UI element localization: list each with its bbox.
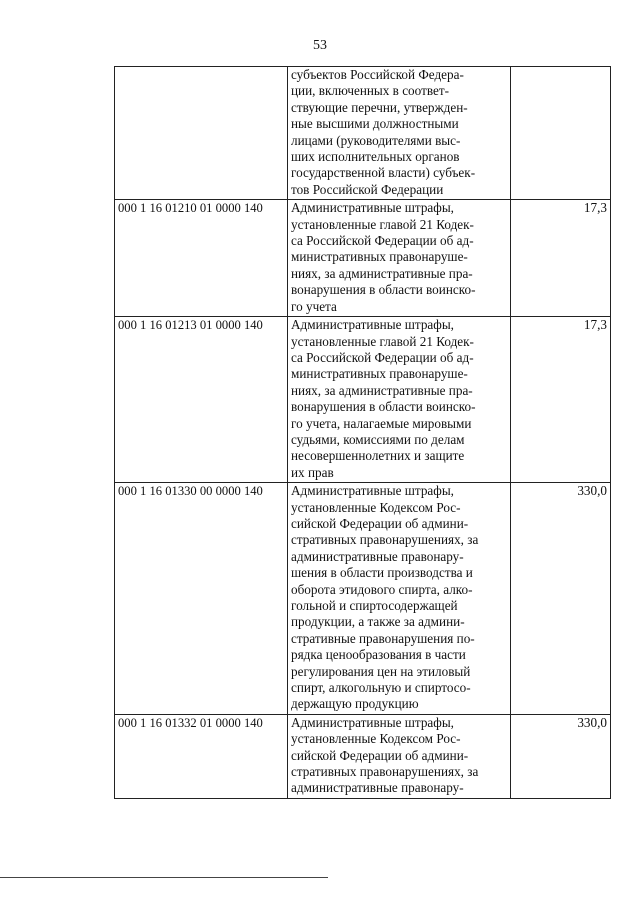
table-row (115, 67, 611, 200)
table-row (115, 714, 611, 798)
revenue-name-line: рядка ценообразования в части (291, 647, 466, 663)
revenue-name-line: продукции, а также за админи- (291, 614, 465, 630)
revenue-name-line: са Российской Федерации об ад- (291, 233, 474, 249)
table-row (115, 483, 611, 715)
revenue-name-cell (288, 200, 511, 317)
revenue-name-line: ные высшими должностными (291, 116, 459, 132)
revenue-name-line: ниях, за административные пра- (291, 265, 473, 281)
amount-cell: 17,3 (511, 317, 611, 483)
revenue-name-line: стративные правонарушения по- (291, 630, 475, 646)
revenue-name-line: го учета, налагаемые мировыми (291, 415, 472, 431)
revenue-name-line: сийской Федерации об админи- (291, 515, 469, 531)
revenue-name-line: стративных правонарушениях, за (291, 532, 479, 548)
budget-revenue-table (114, 66, 611, 799)
revenue-name-cell (288, 67, 511, 200)
revenue-name-line: установленные Кодексом Рос- (291, 499, 461, 515)
amount-cell: 17,3 (511, 200, 611, 317)
revenue-name-line: держащую продукцию (291, 696, 419, 712)
footnote-separator (0, 877, 328, 878)
revenue-name-line: Административные штрафы, (291, 200, 454, 216)
revenue-name-line: Административные штрафы, (291, 483, 454, 499)
table-row (115, 200, 611, 317)
revenue-name-line: их прав (291, 464, 334, 480)
revenue-name-line: вонарушения в области воинско- (291, 399, 476, 415)
revenue-name-line: го учета (291, 298, 337, 314)
revenue-name-line: министративных правонаруше- (291, 249, 468, 265)
budget-code-cell: 000 1 16 01330 00 0000 140 (115, 483, 288, 715)
revenue-name-cell (288, 483, 511, 715)
revenue-name-line: стративных правонарушениях, за (291, 764, 479, 780)
revenue-name-line: установленные главой 21 Кодек- (291, 333, 474, 349)
revenue-name-line: шения в области производства и (291, 565, 473, 581)
table-body (115, 67, 611, 799)
amount-cell: 330,0 (511, 483, 611, 715)
revenue-name-line: Административные штрафы, (291, 317, 454, 333)
revenue-name-cell (288, 714, 511, 798)
revenue-name-line: лицами (руководителями выс- (291, 132, 461, 148)
amount-cell (511, 67, 611, 200)
revenue-name-line: оборота этидового спирта, алко- (291, 581, 473, 597)
revenue-name-line: регулирования цен на этиловый (291, 663, 471, 679)
budget-code-cell (115, 67, 288, 200)
revenue-name-line: тов Российской Федерации (291, 181, 444, 197)
revenue-name-line: сийской Федерации об админи- (291, 747, 469, 763)
amount-cell: 330,0 (511, 714, 611, 798)
revenue-name-line: спирт, алкогольную и спиртосо- (291, 680, 471, 696)
page-number: 53 (313, 38, 327, 53)
revenue-name-line: государственной власти) субъек- (291, 165, 476, 181)
revenue-name-line: судьями, комиссиями по делам (291, 431, 465, 447)
revenue-name-line: ниях, за административные пра- (291, 382, 473, 398)
revenue-name-line: субъектов Российской Федера- (291, 67, 464, 82)
revenue-name-line: несовершеннолетних и защите (291, 448, 465, 464)
table-row (115, 317, 611, 483)
revenue-name-cell (288, 317, 511, 483)
revenue-name-line: гольной и спиртосодержащей (291, 598, 458, 613)
budget-code-cell: 000 1 16 01210 01 0000 140 (115, 200, 288, 317)
revenue-name-line: установленные главой 21 Кодек- (291, 216, 474, 232)
revenue-name-line: установленные Кодексом Рос- (291, 731, 461, 747)
revenue-name-line: ших исполнительных органов (291, 149, 460, 165)
revenue-name-line: са Российской Федерации об ад- (291, 349, 474, 365)
budget-code-cell: 000 1 16 01213 01 0000 140 (115, 317, 288, 483)
revenue-name-line: ции, включенных в соответ- (291, 83, 449, 99)
revenue-name-line: министративных правонаруше- (291, 366, 468, 382)
budget-code-cell: 000 1 16 01332 01 0000 140 (115, 714, 288, 798)
revenue-name-line: вонарушения в области воинско- (291, 282, 476, 298)
revenue-name-line: Административные штрафы, (291, 714, 454, 730)
revenue-name-line: административные правонару- (291, 548, 464, 564)
revenue-name-line: ствующие перечни, утвержден- (291, 99, 468, 115)
revenue-name-line: административные правонару- (291, 780, 464, 796)
